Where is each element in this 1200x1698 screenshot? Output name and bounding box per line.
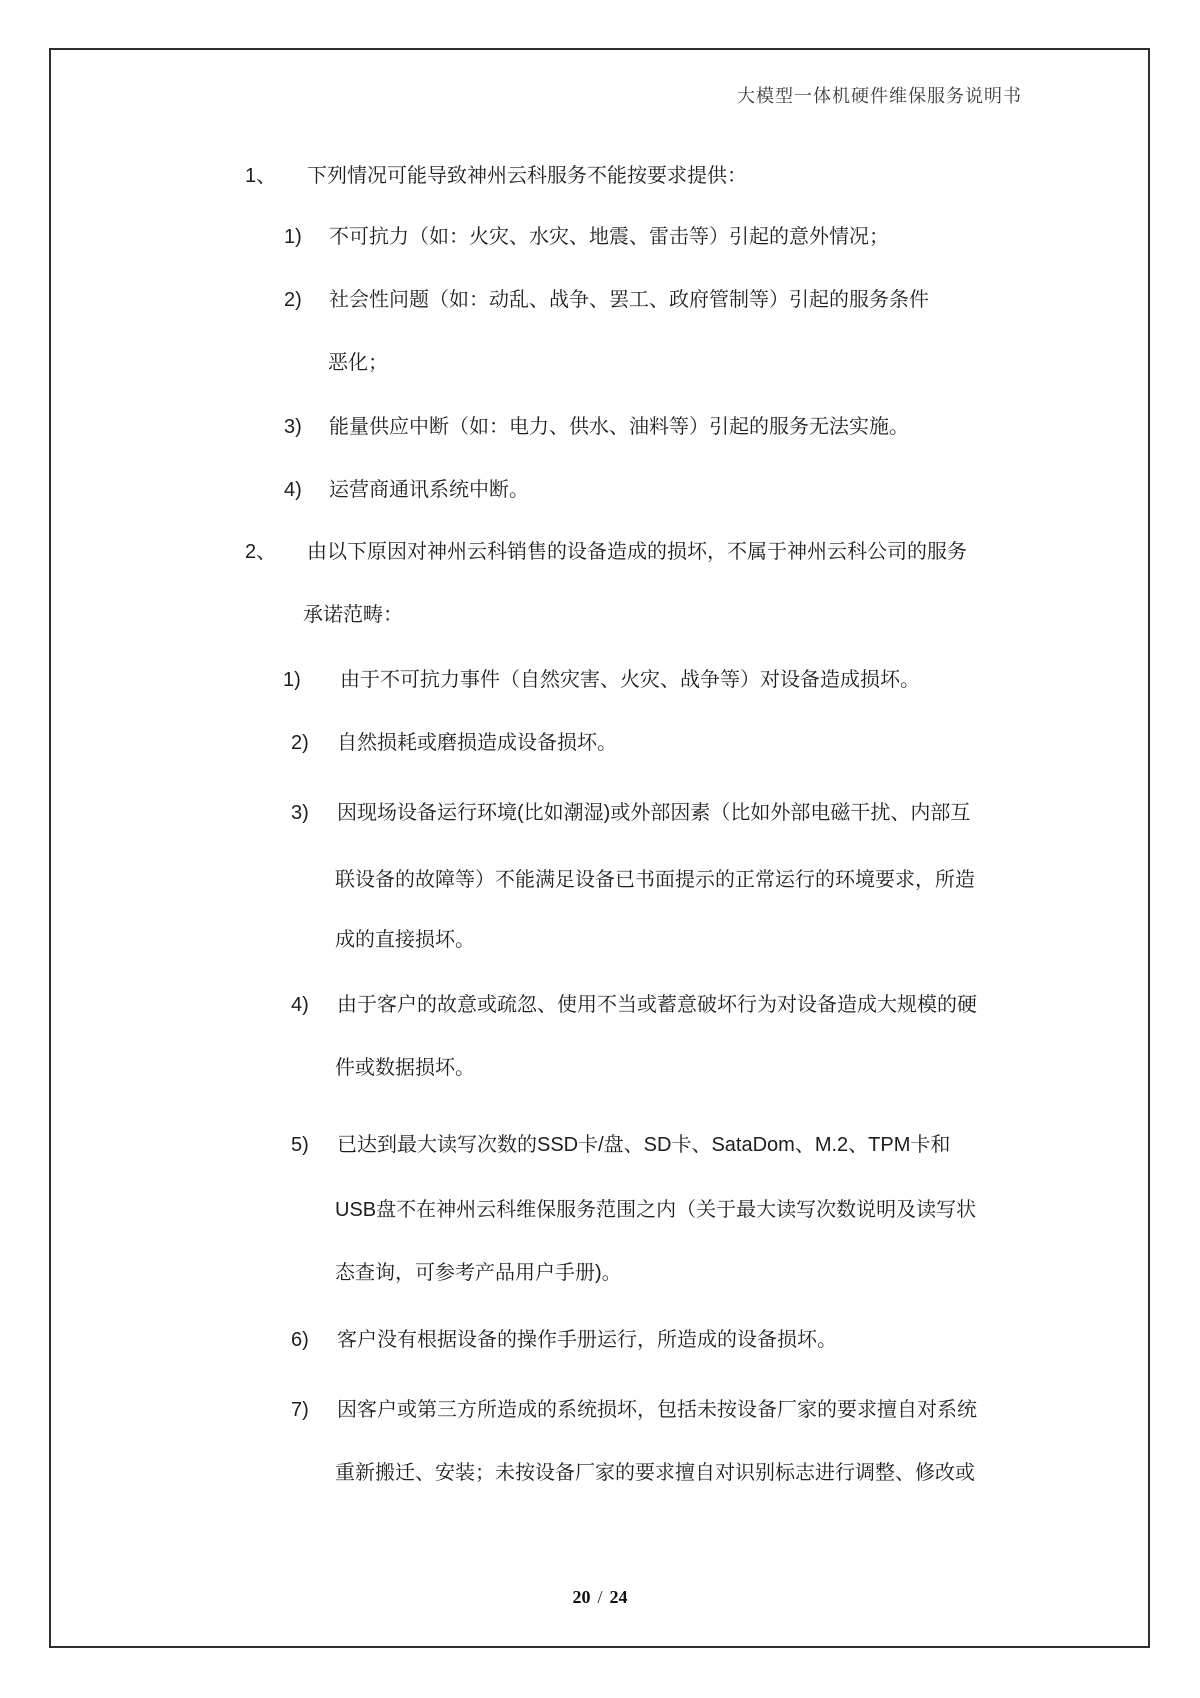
- list-marker: 2): [284, 289, 302, 311]
- line-text: 恶化；: [328, 352, 388, 374]
- line-text: 承诺范畴：: [303, 604, 403, 626]
- list-marker: 1): [283, 669, 301, 691]
- line-text: 自然损耗或磨损造成设备损坏。: [337, 732, 617, 754]
- page-number-total: 24: [609, 1587, 628, 1607]
- line-text: 因现场设备运行环境(比如潮湿)或外部因素（比如外部电磁干扰、内部互: [337, 802, 971, 824]
- list-item: [0, 799, 1200, 827]
- line-text: 成的直接损坏。: [335, 929, 475, 951]
- line-text: 不可抗力（如：火灾、水灾、地震、雷击等）引起的意外情况；: [329, 226, 889, 248]
- list-item: [0, 476, 1200, 504]
- line-text: 能量供应中断（如：电力、供水、油料等）引起的服务无法实施。: [329, 416, 909, 438]
- list-marker: 2): [291, 732, 309, 754]
- list-item: [0, 991, 1200, 1019]
- list-marker: 5): [291, 1134, 309, 1156]
- list-item: [0, 286, 1200, 314]
- list-marker: 2、: [245, 541, 277, 563]
- list-item: [0, 1396, 1200, 1424]
- list-item: [0, 1131, 1200, 1159]
- list-item-continuation: [0, 1054, 1200, 1082]
- list-item: [0, 666, 1200, 694]
- list-marker: 1): [284, 226, 302, 248]
- list-item: [0, 729, 1200, 757]
- line-text: 由于不可抗力事件（自然灾害、火灾、战争等）对设备造成损坏。: [340, 669, 920, 691]
- list-item-continuation: [0, 926, 1200, 954]
- page-footer: [0, 1583, 1200, 1611]
- list-item-continuation: [0, 349, 1200, 377]
- line-text: 重新搬迁、安装；未按设备厂家的要求擅自对识别标志进行调整、修改或: [335, 1462, 975, 1484]
- line-text: USB盘不在神州云科维保服务范围之内（关于最大读写次数说明及读写状: [335, 1199, 977, 1221]
- list-item-continuation: [0, 1259, 1200, 1287]
- line-text: 社会性问题（如：动乱、战争、罢工、政府管制等）引起的服务条件: [329, 289, 929, 311]
- list-marker: 7): [291, 1399, 309, 1421]
- list-marker: 4): [291, 994, 309, 1016]
- list-item: [0, 413, 1200, 441]
- list-marker: 4): [284, 479, 302, 501]
- list-item: [0, 162, 1200, 190]
- list-item: [0, 223, 1200, 251]
- line-text: 客户没有根据设备的操作手册运行，所造成的设备损坏。: [337, 1329, 837, 1351]
- list-item: [0, 538, 1200, 566]
- list-marker: 6): [291, 1329, 309, 1351]
- list-item-continuation: [0, 866, 1200, 894]
- line-text: 由以下原因对神州云科销售的设备造成的损坏，不属于神州云科公司的服务: [307, 541, 967, 563]
- list-marker: 1、: [245, 165, 277, 187]
- line-text: 已达到最大读写次数的SSD卡/盘、SD卡、SataDom、M.2、TPM卡和: [337, 1134, 951, 1156]
- list-item-continuation: [0, 1196, 1200, 1224]
- line-text: 件或数据损坏。: [335, 1057, 475, 1079]
- list-marker: 3): [291, 802, 309, 824]
- line-text: 运营商通讯系统中断。: [329, 479, 529, 501]
- list-item-continuation: [0, 601, 1200, 629]
- list-item-continuation: [0, 1459, 1200, 1487]
- line-text: 联设备的故障等）不能满足设备已书面提示的正常运行的环境要求，所造: [335, 869, 975, 891]
- line-text: 因客户或第三方所造成的系统损坏，包括未按设备厂家的要求擅自对系统: [337, 1399, 977, 1421]
- line-text: 下列情况可能导致神州云科服务不能按要求提供：: [307, 165, 747, 187]
- list-item: [0, 1326, 1200, 1354]
- list-marker: 3): [284, 416, 302, 438]
- page-number-current: 20: [572, 1587, 591, 1607]
- line-text: 态查询，可参考产品用户手册)。: [335, 1262, 622, 1284]
- line-text: 由于客户的故意或疏忽、使用不当或蓄意破坏行为对设备造成大规模的硬: [337, 994, 977, 1016]
- page-header-title: 大模型一体机硬件维保服务说明书: [737, 86, 1022, 106]
- page-number-separator: /: [597, 1587, 603, 1607]
